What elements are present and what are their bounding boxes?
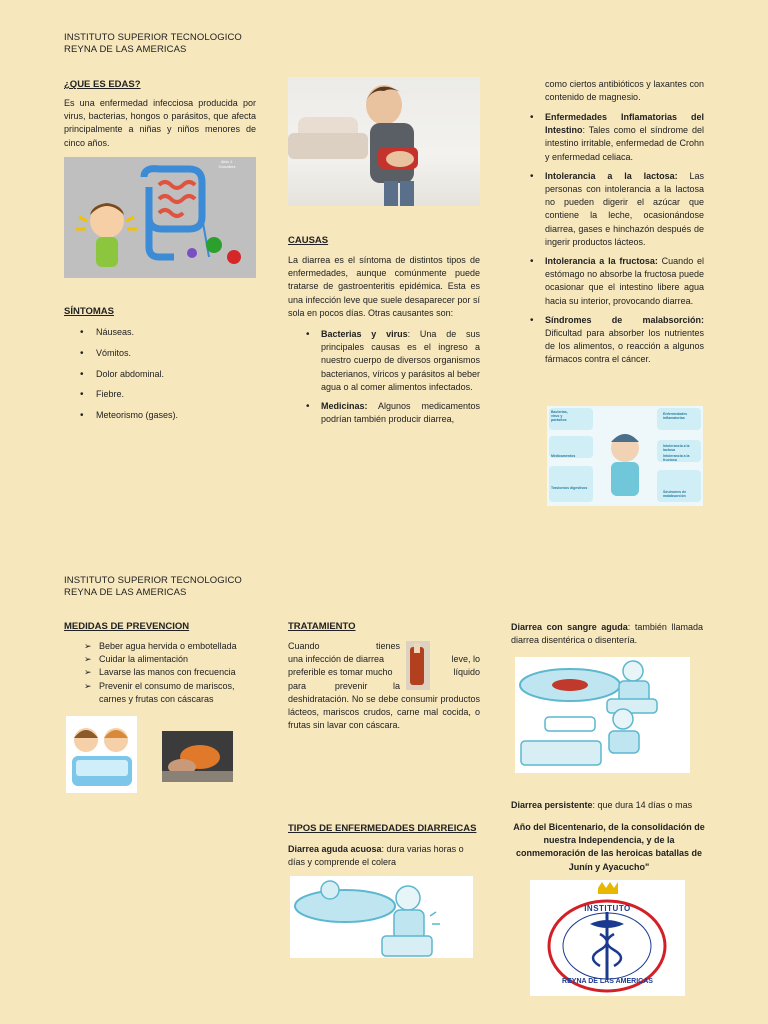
causas-intro: La diarrea es el síntoma de distintos tipos de enfermedades, aunque comúnmente puede tratarse de gastroenteritis epidémica. Esta es una infección leve que suele desaparecer por sí sola en pocos días. Otras causantes son:: [288, 255, 480, 318]
tipos-title: TIPOS DE ENFERMEDADES DIARREICAS: [288, 823, 477, 834]
item-bold: Intolerancia a la lactosa:: [545, 170, 678, 181]
list-item: • Dolor abdominal.: [64, 368, 254, 381]
item-bold: Enfermedades Inflamatorias del Intestino: [545, 112, 704, 136]
tratamiento-line: [288, 666, 480, 679]
text-fragment: tienes: [375, 641, 400, 651]
list-item: • Fiebre.: [64, 388, 254, 401]
drinking-photo: [406, 641, 430, 690]
list-item: [524, 170, 704, 249]
motto: Año del Bicentenario, de la consolidación de nuestra Independencia, y de la conmemoración de las heroicas batallas de Junín y Ayacucho": [513, 822, 705, 872]
text-fragment: una infección de diarrea: [288, 654, 385, 665]
label-fructosa: Intolerancia a la fructosa: [663, 454, 690, 462]
causes-infographic: [547, 406, 703, 506]
tratamiento-rest: deshidratación. No se debe consumir productos lácteos, mariscos crudos, carne mal cocida, o frutas sin lavar con cáscara.: [288, 693, 480, 731]
text-fragment: para: [288, 680, 307, 691]
tratamiento-title: TRATAMIENTO: [288, 621, 356, 632]
aguda-bold: Diarrea aguda acuosa: [288, 844, 382, 854]
text-fragment: preferible es tomar mucho: [288, 667, 393, 678]
list-item: ➢ Prevenir el consumo de mariscos, carnes y frutas con cáscaras: [81, 680, 261, 706]
list-item: [524, 314, 704, 367]
col3-list: [524, 111, 704, 367]
item-text: : Una de sus principales causas es el ingreso a nuestro cuerpo de diversos organismos bacterianos, víricos y parásitos al beber agua o al comer alimentos infectados.: [321, 329, 481, 392]
item-text: Cuando el estómago no absorbe la fructosa puede ocasionar que el intestino libere agua hacia su interior, provocando diarrea.: [545, 256, 704, 306]
tratamiento-line: [288, 640, 480, 653]
list-item: [524, 111, 704, 164]
item-bold: Medicinas:: [321, 401, 368, 412]
sangre-bold: Diarrea con sangre aguda: [511, 622, 628, 632]
label-lactosa: Intolerancia a la lactosa: [663, 444, 690, 452]
prevencion-title: MEDIDAS DE PREVENCION: [64, 621, 190, 632]
causas-title: CAUSAS: [288, 235, 329, 246]
handwashing-illustration: [66, 716, 137, 793]
list-item: ➢ Beber agua hervida o embotellada: [81, 640, 261, 653]
label-bacterias: Bacterias, virus y parásitos: [551, 410, 568, 422]
edas-title: ¿QUE ES EDAS?: [64, 79, 141, 90]
text-fragment: Cuando: [288, 641, 320, 651]
causas-list: [300, 328, 480, 426]
text-fragment: la: [392, 680, 400, 691]
list-item: ➢ Lavarse las manos con frecuencia: [81, 666, 261, 679]
list-item: • Vómitos.: [64, 347, 254, 360]
acute-diarrhea-illustration: [290, 876, 473, 958]
image-credit: Aldo J. González: [218, 159, 236, 169]
page1-header: INSTITUTO SUPERIOR TECNOLOGICO REYNA DE LAS AMERICAS: [64, 32, 242, 55]
item-text: Las personas con intolerancia a la lactosa no pueden digerir el azúcar que contiene la leche, ocasionándose diarrea, gases e hinchazón después de ingerir productos lácteos.: [545, 170, 704, 247]
logo-top-text: INSTITUTO: [584, 904, 631, 913]
page2-header: INSTITUTO SUPERIOR TECNOLOGICO REYNA DE LAS AMERICAS: [64, 575, 242, 598]
list-item: [300, 400, 480, 426]
tratamiento-text: [288, 640, 480, 732]
sangre-text: [511, 621, 703, 647]
label-malabsorcion: Síndromes de malabsorción: [663, 490, 687, 498]
aguda-text: [288, 843, 480, 869]
institute-logo: [530, 880, 685, 996]
sangre-desc: : también llamada diarrea disentérica o disentería.: [511, 622, 703, 646]
aguda-desc: : dura varias horas o días y comprende el colera: [288, 844, 464, 868]
list-item: ➢ Cuidar la alimentación: [81, 653, 261, 666]
text-fragment: prevenir: [334, 680, 368, 691]
text-fragment: líquido: [453, 667, 480, 678]
persistente-bold: Diarrea persistente: [511, 800, 593, 810]
persistente-text: [511, 799, 703, 812]
item-bold: Bacterias y virus: [321, 329, 408, 339]
list-item: • Náuseas.: [64, 326, 254, 339]
sintomas-list: [64, 326, 254, 430]
sick-boy-photo: [288, 77, 480, 206]
edas-text: Es una enfermedad infecciosa producida por virus, bacterias, hongos o parásitos, que afecta principalmente a niñas y niños menores de cinco años.: [64, 98, 256, 148]
item-bold: Intolerancia a la fructosa:: [545, 256, 658, 267]
intestine-illustration: [64, 157, 256, 278]
sintomas-title: SÍNTOMAS: [64, 306, 114, 317]
tratamiento-line: [288, 653, 480, 666]
item-text: Dificultad para absorber los nutrientes de los alimentos, o reacción a algunos fármacos contra el cáncer.: [545, 328, 704, 365]
tratamiento-line: [288, 680, 480, 693]
bloody-diarrhea-illustration: [515, 657, 690, 773]
label-inflamatorias: Enfermedades inflamatorias: [663, 412, 688, 420]
logo-bottom-text: REYNA DE LAS AMERICAS: [562, 978, 653, 985]
label-trastornos: Trastornos digestivos: [551, 486, 588, 490]
item-bold: Síndromes de malabsorción:: [545, 314, 704, 325]
item-text: : Tales como el síndrome del intestino irritable, enfermedad de Crohn y enfermedad celiaca.: [545, 125, 704, 162]
label-medicamentos: Medicamentos: [551, 454, 576, 458]
list-item: • Meteorismo (gases).: [64, 409, 254, 422]
text-fragment: leve, lo: [451, 654, 480, 665]
prevencion-list: [81, 640, 261, 706]
persistente-desc: : que dura 14 días o mas: [592, 800, 693, 810]
list-item: [300, 328, 480, 394]
col3-continuation: como ciertos antibióticos y laxantes con contenido de magnesio.: [545, 79, 704, 103]
item-text: Algunos medicamentos podrían también producir diarrea,: [321, 401, 480, 425]
seafood-photo: [162, 731, 233, 782]
list-item: [524, 255, 704, 308]
